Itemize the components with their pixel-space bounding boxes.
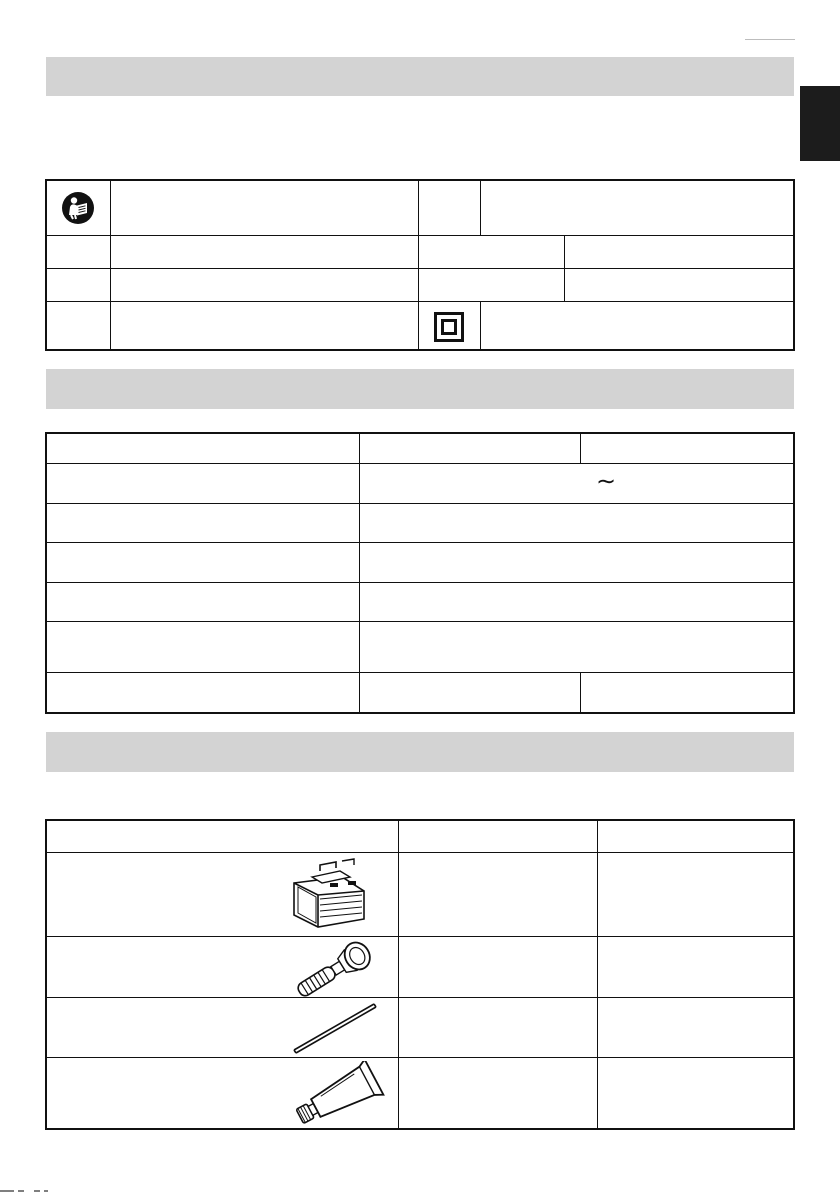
header-rule — [745, 39, 795, 40]
row-divider — [47, 1057, 793, 1058]
row-divider — [47, 936, 793, 937]
read-manual-icon — [61, 191, 95, 225]
row-divider — [47, 268, 793, 269]
double-insulation-icon — [434, 312, 464, 342]
column-divider — [480, 181, 481, 235]
section-header-specifications — [46, 369, 794, 409]
row-divider — [47, 463, 793, 464]
row-divider — [47, 672, 793, 673]
row-divider — [47, 621, 793, 622]
carrying-case-icon — [290, 857, 368, 931]
column-divider — [597, 821, 598, 1128]
cropped-footer-mark — [0, 1181, 60, 1193]
column-divider — [580, 672, 581, 712]
column-divider — [480, 301, 481, 349]
column-divider — [110, 181, 111, 349]
row-divider — [47, 542, 793, 543]
column-divider — [564, 235, 565, 301]
language-tab — [800, 86, 840, 161]
symbols-table — [45, 179, 795, 351]
section-header-accessories — [46, 732, 794, 772]
section-header-symbols — [46, 57, 794, 96]
accessories-table — [45, 819, 795, 1130]
column-divider — [580, 434, 581, 463]
specifications-table — [45, 432, 795, 714]
depth-gauge-rod-icon — [290, 1000, 380, 1056]
row-divider — [47, 997, 793, 998]
column-divider — [398, 821, 399, 1128]
side-handle-icon — [287, 939, 379, 1001]
row-divider — [47, 235, 793, 236]
row-divider — [47, 301, 793, 302]
row-divider — [47, 503, 793, 504]
footer-fragment — [0, 1180, 60, 1192]
row-divider — [47, 582, 793, 583]
row-divider — [47, 852, 793, 853]
ac-voltage-symbol: ∼ — [596, 468, 617, 495]
grease-tube-icon — [292, 1061, 388, 1127]
column-divider — [359, 434, 360, 712]
column-divider — [418, 181, 419, 349]
